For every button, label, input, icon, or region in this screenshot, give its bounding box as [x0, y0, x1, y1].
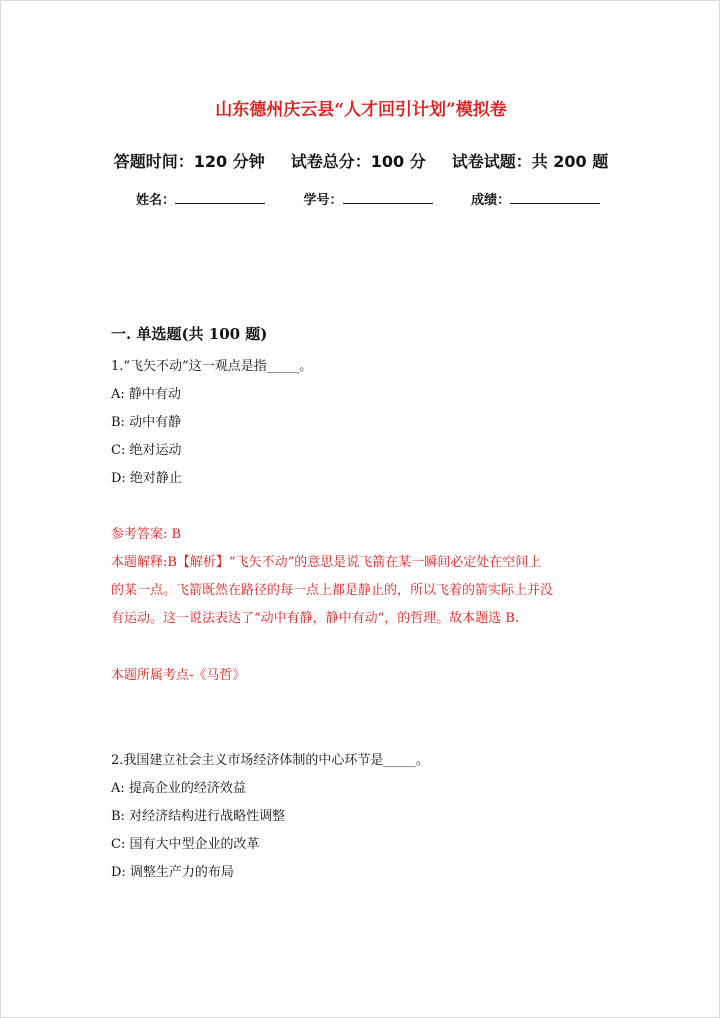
option-d: D: 绝对静止	[111, 471, 182, 486]
question-1-answer-block	[111, 521, 611, 633]
name-label: 姓名：	[136, 193, 176, 208]
answer: 参考答案: B	[111, 527, 182, 542]
name-blank	[175, 193, 265, 204]
student-id-label: 学号：	[303, 193, 343, 208]
option-d: D: 调整生产力的布局	[111, 865, 234, 880]
option-c: C: 国有大中型企业的改革	[111, 837, 260, 852]
option-a: A: 静中有动	[111, 387, 181, 402]
question-2	[111, 747, 429, 887]
grade-label: 成绩：	[471, 193, 511, 208]
student-id-blank	[343, 193, 433, 204]
explanation-line: 的某一点。飞箭既然在路径的每一点上都是静止的，所以飞着的箭实际上并没	[111, 583, 554, 598]
question-stem: 2.我国建立社会主义市场经济体制的中心环节是_____。	[111, 753, 429, 768]
explanation-line: 有运动。这一说法表达了“动中有静，静中有动“，的哲理。故本题选 B.	[111, 611, 520, 626]
option-b: B: 对经济结构进行战略性调整	[111, 809, 286, 824]
name-field[interactable]	[136, 189, 265, 208]
exam-question-count: 试卷试题：共 200 题	[451, 152, 609, 171]
question-stem: 1.“飞矢不动”这一观点是指_____。	[111, 359, 313, 374]
question-1-topic: 本题所属考点-《马哲》	[111, 668, 246, 683]
document-title: 山东德州庆云县“人才回引计划”模拟卷	[215, 100, 507, 120]
grade-field[interactable]	[471, 189, 600, 208]
student-fields	[136, 189, 634, 208]
explanation-line: 本题解释:B【解析】“飞矢不动”的意思是说飞箭在某一瞬间必定处在空间上	[111, 555, 542, 570]
option-b: B: 动中有静	[111, 415, 182, 430]
grade-blank	[510, 193, 600, 204]
exam-meta	[1, 149, 720, 172]
exam-total-score: 试卷总分：100 分	[290, 152, 426, 171]
option-a: A: 提高企业的经济效益	[111, 781, 246, 796]
option-c: C: 绝对运动	[111, 443, 182, 458]
exam-time: 答题时间：120 分钟	[113, 152, 265, 171]
question-1	[111, 353, 312, 493]
student-id-field[interactable]	[304, 189, 433, 208]
section-title: 一. 单选题(共 100 题)	[111, 325, 268, 343]
